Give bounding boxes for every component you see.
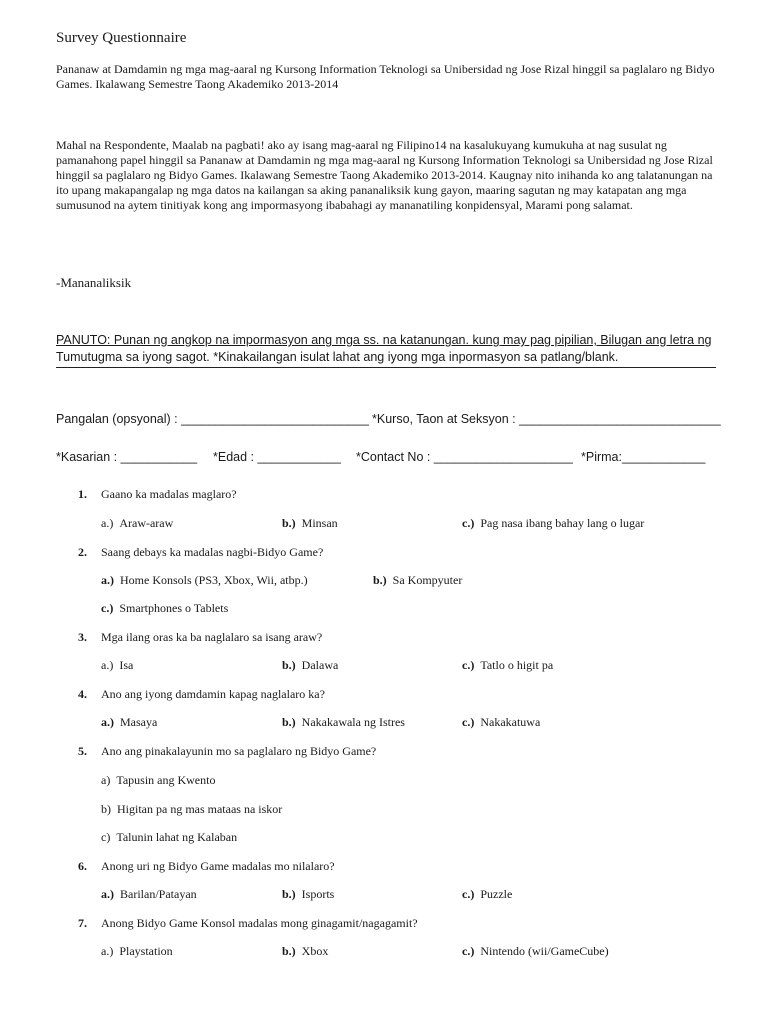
option-letter: b.) <box>282 715 296 729</box>
option-letter: b.) <box>282 887 296 901</box>
option-text: Smartphones o Tablets <box>119 601 229 615</box>
q5-option-c[interactable] <box>101 830 237 845</box>
option-text: Nakakatuwa <box>480 715 541 729</box>
question-number: 6. <box>78 859 87 873</box>
q4-option-b[interactable] <box>282 715 405 730</box>
kasarian-field[interactable]: *Kasarian : ___________ <box>56 450 198 464</box>
option-letter: a.) <box>101 887 114 901</box>
option-text: Isa <box>119 658 134 672</box>
option-letter: a.) <box>101 516 114 530</box>
edad-field[interactable]: *Edad : ____________ <box>213 450 341 464</box>
q4-option-c[interactable] <box>462 715 540 730</box>
question-text: Mga ilang oras ka ba naglalaro sa isang araw? <box>101 630 323 644</box>
option-letter: a.) <box>101 573 114 587</box>
q5-option-b[interactable] <box>101 802 282 817</box>
option-text: Tapusin ang Kwento <box>116 773 216 787</box>
panuto-line-2: Tumutugma sa iyong sagot. *Kinakailangan isulat lahat ang iyong mga inpormasyon sa patlang/blank. <box>56 350 619 364</box>
option-text: Dalawa <box>301 658 339 672</box>
option-text: Xbox <box>301 944 329 958</box>
option-text: Playstation <box>119 944 173 958</box>
q3-option-c[interactable] <box>462 658 553 673</box>
option-letter: a.) <box>101 944 114 958</box>
q7-option-b[interactable] <box>282 944 328 959</box>
question-text: Anong Bidyo Game Konsol madalas mong ginagamit/nagagamit? <box>101 916 418 930</box>
pirma-field[interactable]: *Pirma:____________ <box>581 450 706 464</box>
question-text: Saang debays ka madalas nagbi-Bidyo Game? <box>101 545 324 559</box>
signature-line: -Mananaliksik <box>56 275 132 290</box>
question-number: 7. <box>78 916 87 930</box>
option-letter: b) <box>101 802 111 816</box>
pangalan-field[interactable]: Pangalan (opsyonal) : ___________________________ <box>56 412 369 426</box>
option-letter: b.) <box>373 573 387 587</box>
question-text: Gaano ka madalas maglaro? <box>101 487 237 501</box>
option-letter: a) <box>101 773 111 787</box>
question-number: 2. <box>78 545 87 559</box>
q6-option-c[interactable] <box>462 887 512 902</box>
option-letter: c.) <box>462 944 475 958</box>
option-text: Barilan/Patayan <box>120 887 197 901</box>
option-letter: b.) <box>282 516 296 530</box>
question-text: Ano ang pinakalayunin mo sa paglalaro ng Bidyo Game? <box>101 744 377 758</box>
survey-title: Survey Questionnaire <box>56 30 187 46</box>
q2-option-c[interactable] <box>101 601 228 616</box>
question-number: 4. <box>78 687 87 701</box>
q6-option-b[interactable] <box>282 887 334 902</box>
contact-field[interactable]: *Contact No : ____________________ <box>356 450 573 464</box>
option-text: Higitan pa ng mas mataas na iskor <box>117 802 283 816</box>
option-text: Sa Kompyuter <box>392 573 463 587</box>
option-letter: c.) <box>462 516 475 530</box>
option-text: Talunin lahat ng Kalaban <box>116 830 238 844</box>
q3-option-b[interactable] <box>282 658 338 673</box>
option-letter: a.) <box>101 658 114 672</box>
q7-option-a[interactable] <box>101 944 173 959</box>
panuto-instructions <box>56 332 716 368</box>
q6-option-a[interactable] <box>101 887 197 902</box>
option-letter: a.) <box>101 715 114 729</box>
option-text: Minsan <box>301 516 338 530</box>
q1-option-c[interactable] <box>462 516 644 531</box>
q4-option-a[interactable] <box>101 715 157 730</box>
q5-option-a[interactable] <box>101 773 215 788</box>
question-text: Anong uri ng Bidyo Game madalas mo nilalaro? <box>101 859 335 873</box>
option-text: Araw-araw <box>119 516 174 530</box>
question-text: Ano ang iyong damdamin kapag naglalaro ka? <box>101 687 325 701</box>
q1-option-b[interactable] <box>282 516 338 531</box>
q7-option-c[interactable] <box>462 944 609 959</box>
option-letter: c.) <box>462 887 475 901</box>
option-text: Puzzle <box>480 887 513 901</box>
kurso-field[interactable]: *Kurso, Taon at Seksyon : _____________________________ <box>372 412 721 426</box>
q1-option-a[interactable] <box>101 516 173 531</box>
q2-option-b[interactable] <box>373 573 462 588</box>
panuto-line-1: PANUTO: Punan ng angkop na impormasyon ang mga ss. na katanungan. kung may pag pipilian, Bilugan ang letra ng <box>56 333 712 347</box>
question-number: 5. <box>78 744 87 758</box>
option-text: Pag nasa ibang bahay lang o lugar <box>480 516 645 530</box>
intro-letter: Mahal na Respondente, Maalab na pagbati! ako ay isang mag-aaral ng Filipino14 na kasalukuyang kumukuha at nag susulat ng pamanahong papel hinggil sa Pananaw at Damdamin ng mga mag-aaral ng Kursong Information Teknologi sa Unibersidad ng Jose Rizal hinggil sa paglalaro ng Bidyo Games. Ikalawang Semestre Taong Akademiko 2013-2014. Kaugnay nito inihanda ko ang talatanungan na ito upang makapangalap ng mga datos na kailangan sa aking pananaliksik kung gayon, maaring sagutan ng may katapatan ang mga sumusunod na aytem tinitiyak kong ang impormasyong ibabahagi ay mananatiling konpidensyal, Marami pong salamat. <box>56 138 713 212</box>
option-text: Isports <box>301 887 335 901</box>
q2-option-a[interactable] <box>101 573 308 588</box>
q3-option-a[interactable] <box>101 658 133 673</box>
option-letter: c) <box>101 830 111 844</box>
question-number: 3. <box>78 630 87 644</box>
option-text: Home Konsols (PS3, Xbox, Wii, atbp.) <box>120 573 308 587</box>
option-letter: b.) <box>282 658 296 672</box>
option-text: Masaya <box>120 715 158 729</box>
question-number: 1. <box>78 487 87 501</box>
option-text: Nintendo (wii/GameCube) <box>480 944 609 958</box>
option-text: Nakakawala ng Istres <box>301 715 405 729</box>
option-letter: c.) <box>101 601 114 615</box>
option-letter: c.) <box>462 715 475 729</box>
option-text: Tatlo o higit pa <box>480 658 554 672</box>
option-letter: c.) <box>462 658 475 672</box>
survey-subtitle: Pananaw at Damdamin ng mga mag-aaral ng Kursong Information Teknologi sa Unibersidad ng Jose Rizal hinggil sa paglalaro ng Bidyo Games. Ikalawang Semestre Taong Akademiko 2013-2014 <box>56 62 715 91</box>
option-letter: b.) <box>282 944 296 958</box>
